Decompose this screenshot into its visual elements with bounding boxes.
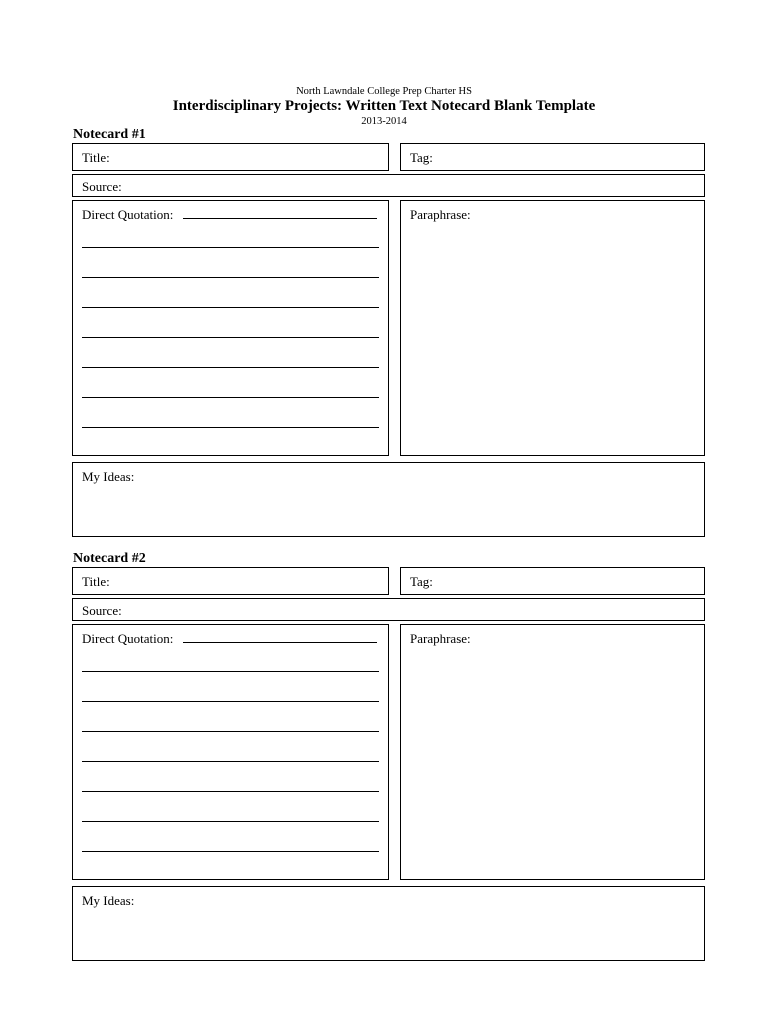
notecard-1-source-field[interactable] bbox=[72, 174, 705, 197]
quotation-blank-line bbox=[183, 642, 377, 643]
notecard-1-tag-field[interactable] bbox=[400, 143, 705, 171]
notecard-2-source-field[interactable] bbox=[72, 598, 705, 621]
notecard-2-tag-field[interactable] bbox=[400, 567, 705, 595]
tag-label: Tag: bbox=[410, 574, 433, 589]
notecard-2-heading: Notecard #2 bbox=[73, 551, 146, 566]
ideas-label: My Ideas: bbox=[82, 469, 135, 484]
notecard-2-ideas-box[interactable] bbox=[72, 886, 705, 961]
tag-label: Tag: bbox=[410, 150, 433, 165]
writing-line bbox=[82, 821, 379, 822]
ideas-label: My Ideas: bbox=[82, 893, 135, 908]
writing-line bbox=[82, 761, 379, 762]
writing-line bbox=[82, 791, 379, 792]
quotation-label: Direct Quotation: bbox=[82, 631, 174, 646]
writing-line bbox=[82, 671, 379, 672]
paraphrase-label: Paraphrase: bbox=[410, 631, 471, 646]
title-label: Title: bbox=[82, 150, 110, 165]
writing-line bbox=[82, 367, 379, 368]
writing-line bbox=[82, 337, 379, 338]
notecard-1-heading: Notecard #1 bbox=[73, 127, 146, 142]
writing-line bbox=[82, 851, 379, 852]
notecard-2-paraphrase-box[interactable] bbox=[400, 624, 705, 880]
quotation-label: Direct Quotation: bbox=[82, 207, 174, 222]
source-label: Source: bbox=[82, 179, 122, 194]
writing-line bbox=[82, 307, 379, 308]
notecard-1-title-field[interactable] bbox=[72, 143, 389, 171]
writing-line bbox=[82, 397, 379, 398]
writing-line bbox=[82, 277, 379, 278]
title-label: Title: bbox=[82, 574, 110, 589]
notecard-1-ideas-box[interactable] bbox=[72, 462, 705, 537]
school-year: 2013-2014 bbox=[361, 116, 407, 127]
writing-line bbox=[82, 427, 379, 428]
notecard-2-title-field[interactable] bbox=[72, 567, 389, 595]
writing-line bbox=[82, 731, 379, 732]
notecard-1-quotation-box[interactable] bbox=[72, 200, 389, 456]
source-label: Source: bbox=[82, 603, 122, 618]
writing-line bbox=[82, 701, 379, 702]
notecard-2-quotation-box[interactable] bbox=[72, 624, 389, 880]
document-title: Interdisciplinary Projects: Written Text Notecard Blank Template bbox=[172, 98, 596, 114]
quotation-blank-line bbox=[183, 218, 377, 219]
paraphrase-label: Paraphrase: bbox=[410, 207, 471, 222]
notecard-1-paraphrase-box[interactable] bbox=[400, 200, 705, 456]
school-name: North Lawndale College Prep Charter HS bbox=[296, 86, 472, 97]
writing-line bbox=[82, 247, 379, 248]
